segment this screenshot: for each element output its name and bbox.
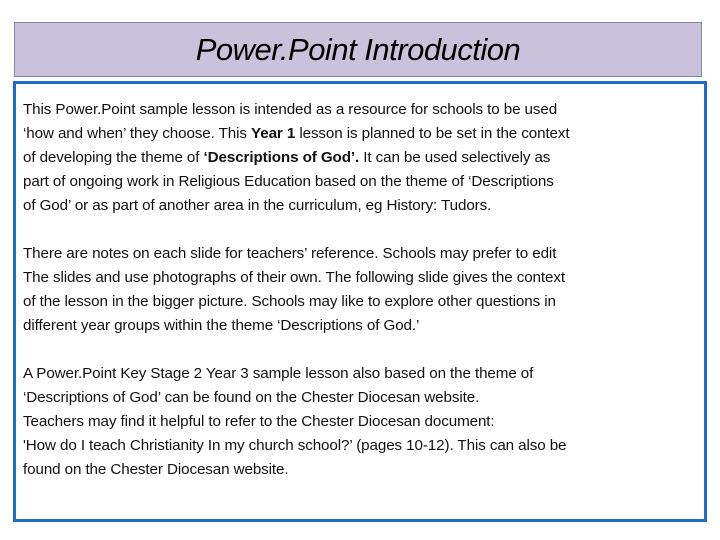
text-line	[23, 125, 570, 142]
text-segment: different year groups within the theme ‘Descriptions of God.’	[23, 317, 420, 334]
text-line	[23, 245, 556, 262]
text-line	[23, 101, 557, 118]
title-box	[14, 22, 702, 77]
text-line	[23, 269, 565, 286]
text-segment: ‘Descriptions of God’ can be found on the Chester Diocesan website.	[23, 389, 480, 406]
text-segment: part of ongoing work in Religious Education based on the theme of ‘Descriptions	[23, 173, 554, 190]
text-segment: of God’ or as part of another area in the curriculum, eg History: Tudors.	[23, 197, 492, 214]
text-segment: ‘how and when’ they choose. This	[23, 125, 252, 142]
text-line	[23, 197, 491, 214]
text-line	[23, 437, 566, 454]
text-segment: lesson is planned to be set in the context	[295, 125, 570, 142]
text-segment: It can be used selectively as	[359, 149, 551, 166]
text-line	[23, 365, 533, 382]
text-segment: Teachers may find it helpful to refer to the Chester Diocesan document:	[23, 413, 495, 430]
content-box	[13, 81, 707, 522]
text-line	[23, 149, 550, 166]
text-line	[23, 293, 556, 310]
text-segment: of the lesson in the bigger picture. Schools may like to explore other questions in	[23, 293, 556, 310]
text-line	[23, 317, 419, 334]
slide-title: Power.Point Introduction	[195, 31, 521, 67]
text-segment: This Power.Point sample lesson is intended as a resource for schools to be used	[23, 101, 558, 118]
text-segment: The slides and use photographs of their own. The following slide gives the context	[23, 269, 565, 286]
text-segment: There are notes on each slide for teachers’ reference. Schools may prefer to edit	[23, 245, 557, 262]
text-segment: of developing the theme of	[23, 149, 204, 166]
text-segment: 'How do I teach Christianity In my church school?’ (pages 10-12). This can also be	[23, 437, 567, 454]
text-segment: A Power.Point Key Stage 2 Year 3 sample lesson also based on the theme of	[23, 365, 534, 382]
text-line	[23, 413, 495, 430]
text-line	[23, 389, 479, 406]
bold-text: Year 1	[251, 125, 296, 142]
bold-text: ‘Descriptions of God’.	[203, 149, 360, 166]
text-segment: found on the Chester Diocesan website.	[23, 461, 289, 478]
text-line	[23, 461, 289, 478]
text-line	[23, 173, 554, 190]
